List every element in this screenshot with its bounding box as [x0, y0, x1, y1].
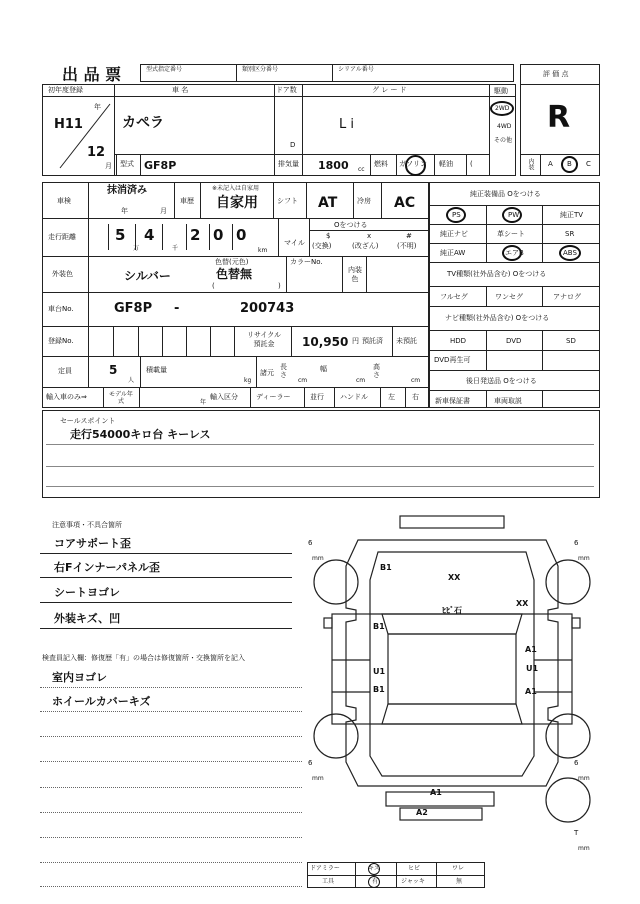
handle-label: ハンドル: [340, 393, 368, 401]
doors-unit: D: [290, 141, 296, 149]
later-manual: 車両取説: [494, 397, 522, 405]
height-label: 高さ: [373, 363, 380, 379]
capacity-value: 5: [109, 363, 118, 377]
mileage-digit-1: 5: [115, 226, 126, 244]
tools-yes-circle: [368, 876, 380, 888]
color-change-label: 色替(元色): [215, 258, 249, 266]
equipment-title: 純正装備品 Oをつける: [470, 190, 541, 198]
inspector-item-2: ホイールカバーキズ: [52, 695, 151, 708]
mileage-select-note: Oをつける: [334, 221, 368, 229]
trunk: [370, 724, 534, 776]
inspector-item-1: 室内ヨゴレ: [52, 671, 107, 684]
interior-label: 内装: [527, 158, 534, 170]
chassis-prefix: GF8P: [114, 301, 153, 316]
mirror-scratch-circle: [368, 863, 380, 875]
note-item-1: コアサポート歪: [54, 537, 131, 550]
drive-4wd: 4WD: [497, 123, 512, 130]
load-kg: kg: [244, 377, 252, 384]
tire-spare: [546, 775, 590, 822]
tv-fullseg: フルセグ: [440, 293, 468, 301]
import-category-label: 輸入区分: [210, 393, 238, 401]
tire-rear-left: [314, 714, 358, 758]
recycle-label: リサイクル預託金: [246, 331, 282, 348]
mileage-digit-4: 0: [213, 226, 224, 244]
model-year-label: モデル年式: [109, 391, 133, 405]
model-label: 型式: [120, 160, 134, 168]
color-no-label: カラーNo.: [290, 258, 323, 266]
import-label: 輸入車のみ⇒: [46, 393, 87, 401]
equip-ps: PS: [452, 211, 461, 219]
history-note: ※未記入は自家用: [212, 185, 260, 192]
recycle-undeposited: 未預託: [396, 337, 417, 345]
mileage-sen: 千: [172, 245, 179, 252]
mileage-opt-exchange: $: [326, 232, 331, 240]
damage-mark-windshield: ﾋﾋﾞ石: [442, 606, 462, 615]
mileage-digit-2: 4: [144, 226, 155, 244]
car-damage-diagram: [296, 510, 608, 850]
first-registration-label: 初年度登録: [48, 86, 83, 94]
model-value: GF8P: [144, 159, 177, 172]
tire-mark-spare: T: [574, 829, 579, 837]
width-label: 幅: [320, 365, 327, 373]
navi-sd: SD: [566, 337, 576, 345]
mileage-digit-5: 0: [236, 226, 247, 244]
interior-a: A: [548, 160, 553, 168]
damage-mark-rear-lower: A2: [416, 808, 428, 817]
tire-mm-3: mm: [312, 775, 324, 782]
category-code-label: 類別区分番号: [242, 66, 279, 73]
equip-ps-circle: [446, 207, 466, 223]
tools-label: 工具: [322, 878, 335, 885]
equip-airbag-circle: [502, 245, 522, 261]
car-name-label: 車 名: [172, 86, 189, 94]
tv-analog: アナログ: [553, 293, 581, 301]
left-mirror: [324, 618, 332, 628]
mileage-opt-unknown: #: [406, 232, 412, 240]
navi-hdd: HDD: [450, 337, 467, 345]
history-label: 車歴: [180, 197, 194, 205]
mileage-km: km: [258, 247, 268, 254]
length-cm: cm: [298, 377, 308, 384]
year-suffix: 年: [94, 103, 101, 111]
later-shipment-title: 後日発送品 Oをつける: [466, 377, 537, 385]
doors-label: ドア数: [276, 86, 297, 94]
selling-points-box: [42, 410, 600, 498]
equip-tv: 純正TV: [560, 211, 584, 219]
registration-month: 12: [87, 145, 106, 160]
equip-navi: 純正ナビ: [440, 230, 468, 238]
interior-color-label: 内装色: [348, 266, 362, 283]
cc-unit: cc: [358, 166, 365, 173]
sheet-title: 出 品 票: [62, 65, 122, 84]
recycle-deposited: 預託済: [362, 337, 383, 345]
type-code-label: 型式指定番号: [146, 66, 183, 73]
selling-points-text: 走行54000キロ台 キーレス: [70, 428, 211, 441]
import-parallel: 並行: [310, 393, 324, 401]
load-label: 積載量: [146, 366, 167, 374]
fuel-diesel: 軽油: [439, 160, 453, 168]
tire-mm-1: mm: [312, 555, 324, 562]
displacement-value: 1800: [318, 159, 349, 172]
recycle-yen: 円: [352, 337, 359, 345]
displacement-label: 排気量: [278, 160, 299, 168]
tire-mark-rear-left: 6: [308, 759, 313, 767]
ac-label: 冷房: [357, 197, 371, 205]
car-name: カペラ: [122, 115, 164, 131]
length-label: 長さ: [280, 363, 287, 379]
dimension-label: 諸元: [260, 369, 274, 377]
chassis-label: 車台No.: [48, 305, 74, 313]
fuel-other: (: [470, 160, 473, 168]
code-header-box: [140, 64, 514, 82]
mileage-label: 走行距離: [48, 233, 76, 241]
hood: [370, 552, 534, 614]
windshield: [382, 614, 522, 634]
mile-label: マイル: [284, 239, 305, 247]
damage-mark-hood: XX: [448, 573, 461, 582]
tv-type-title: TV種類(社外品含む) Oをつける: [447, 270, 547, 278]
mirror-scratch: キズ: [368, 865, 380, 872]
tools-yes: 有: [372, 878, 379, 885]
recycle-amount: 10,950: [302, 335, 349, 349]
shift-label: シフト: [277, 197, 298, 205]
serial-label: シリアル番号: [338, 66, 374, 73]
chassis-number: 200743: [240, 301, 295, 316]
equip-abs-circle: [559, 245, 581, 261]
color-change-value: 色替無: [216, 267, 253, 281]
tire-rear-right: [546, 714, 590, 758]
import-dealer: ディーラー: [256, 393, 291, 401]
height-cm: cm: [411, 377, 421, 384]
tv-oneseg: ワンセグ: [495, 293, 523, 301]
damage-mark-left-rear-door-1: U1: [373, 667, 386, 676]
tire-front-left: [314, 560, 358, 604]
width-cm: cm: [356, 377, 366, 384]
rear-bumper-lower: [400, 808, 482, 820]
note-item-3: シートヨゴレ: [54, 586, 120, 599]
shift-value: AT: [318, 195, 338, 211]
exterior-color-label: 外装色: [52, 270, 73, 278]
drive-2wd: 2WD: [495, 105, 510, 112]
navi-type-title: ナビ種類(社外品含む) Oをつける: [445, 314, 550, 322]
selling-points-label: セールスポイント: [60, 417, 116, 425]
inspection-label: 車検: [57, 197, 71, 205]
tire-mark-front-left: 6: [308, 539, 313, 547]
damage-mark-left-front-door: B1: [373, 622, 385, 631]
front-bumper: [400, 516, 504, 528]
grade-value: R: [547, 100, 571, 135]
equip-abs: ABS: [563, 249, 577, 257]
month-suffix: 月: [105, 162, 112, 170]
later-warranty: 新車保証書: [435, 397, 470, 405]
damage-mark-right-fender: XX: [516, 599, 529, 608]
tire-mm-4: mm: [578, 775, 590, 782]
rear-window: [382, 704, 522, 724]
mileage-man: 万: [133, 245, 140, 252]
interior-c: C: [586, 160, 591, 168]
damage-mark-right-rear-door-1: U1: [526, 664, 539, 673]
equip-pw: PW: [508, 211, 520, 219]
note-item-4: 外装キズ、凹: [54, 612, 121, 625]
note-item-2: 右Fインナーパネル歪: [54, 561, 160, 574]
drive-label: 駆動: [494, 87, 508, 95]
color-paren-close: ): [278, 282, 281, 290]
damage-mark-left-rear-door-2: B1: [373, 685, 385, 694]
color-paren-open: (: [212, 282, 215, 290]
chassis-dash: -: [174, 301, 180, 316]
roof: [388, 634, 516, 704]
mileage-opt-tamper-note: (改ざん): [352, 242, 379, 250]
inspector-note-label: 検査員記入欄：修復歴「有」の場合は修復箇所・交換箇所を記入: [42, 654, 245, 662]
capacity-label: 定員: [58, 367, 72, 375]
mirror-label: ドアミラー: [310, 865, 340, 872]
navi-dvd: DVD: [506, 337, 522, 345]
equip-leather: 革シート: [497, 230, 525, 238]
mileage-opt-unknown-note: (不明): [397, 242, 417, 250]
inspection-month: 月: [160, 207, 167, 215]
drive-other: その他: [494, 137, 513, 144]
drive-2wd-circle: [490, 101, 514, 116]
registration-label: 登録No.: [48, 337, 74, 345]
capacity-unit: 人: [128, 377, 135, 384]
fuel-gasoline-circle: [405, 155, 426, 176]
mileage-digit-3: 2: [190, 226, 201, 244]
tire-mark-front-right: 6: [574, 539, 579, 547]
history-value: 自家用: [216, 195, 258, 211]
tools-jack: ジャッキ: [401, 878, 425, 885]
notes-label: 注意事項・不具合箇所: [52, 521, 122, 529]
interior-b-circle: [561, 156, 578, 173]
handle-left: 左: [388, 393, 395, 401]
ac-value: AC: [394, 195, 416, 211]
details-table: [42, 182, 429, 408]
interior-b: B: [567, 160, 572, 168]
grade-name-label: グ レ ー ド: [372, 86, 407, 94]
handle-right: 右: [412, 393, 419, 401]
mirror-break: ワレ: [452, 865, 465, 872]
dvd-playback: DVD再生可: [434, 356, 471, 364]
right-mirror: [572, 618, 580, 628]
mirror-crack: ヒビ: [408, 865, 421, 872]
equip-pw-circle: [502, 207, 522, 223]
grade-name: L i: [339, 117, 354, 132]
damage-mark-right-front-door: A1: [525, 645, 537, 654]
tools-no: 無: [456, 878, 463, 885]
grade-label: 評 価 点: [543, 70, 569, 78]
tire-front-right: [546, 560, 590, 604]
equip-aw: 純正AW: [440, 249, 466, 257]
equip-sr: SR: [565, 230, 575, 238]
registration-year: H11: [54, 117, 83, 132]
damage-mark-right-rear-door-2: A1: [525, 687, 537, 696]
damage-mark-rear-bumper: A1: [430, 788, 442, 797]
tire-mm-5: mm: [578, 845, 590, 852]
mileage-opt-exchange-note: (交換): [312, 242, 332, 250]
tire-mm-2: mm: [578, 555, 590, 562]
equip-airbag: エアB: [505, 249, 524, 257]
fuel-label: 燃料: [374, 160, 388, 168]
inspection-year: 年: [121, 207, 128, 215]
mileage-opt-tamper: x: [367, 232, 372, 240]
inspection-status: 抹消済み: [107, 185, 147, 196]
damage-mark-front-left: B1: [380, 563, 392, 572]
tire-mark-rear-right: 6: [574, 759, 579, 767]
model-year-unit: 年: [200, 399, 207, 406]
exterior-color-value: シルバー: [124, 269, 171, 283]
fuel-gasoline: ガソリン: [399, 160, 427, 168]
